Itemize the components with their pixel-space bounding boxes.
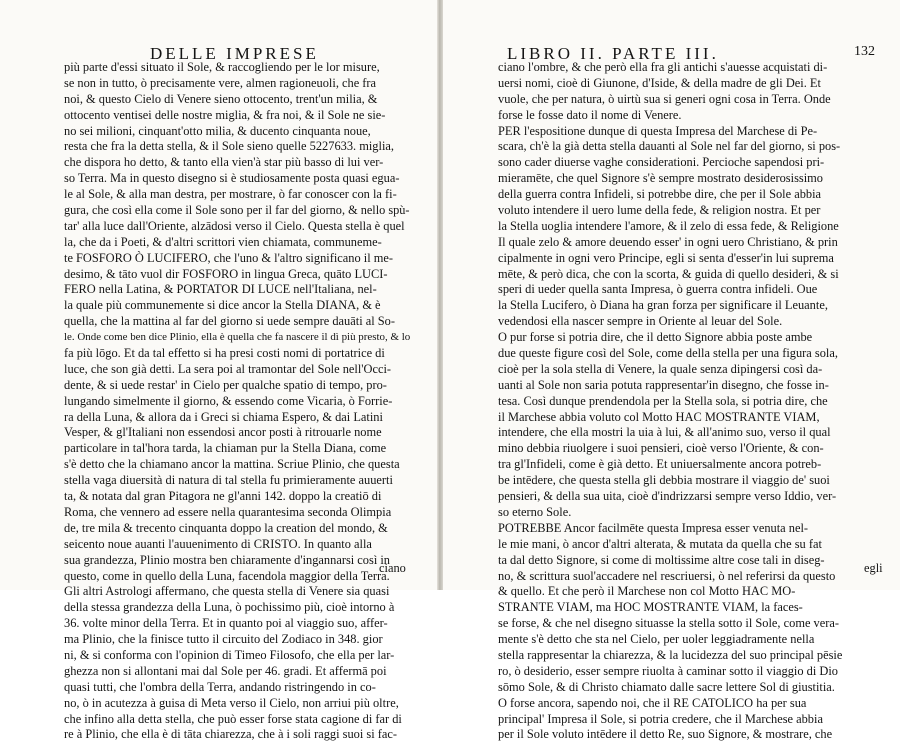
text-line: quella, che la mattina al far del giorno si uede sempre dauāti al So- [64,314,395,329]
text-line: luce, che son già detti. La sera poi al tramontar del Sole nell'Occi- [64,361,392,376]
text-line: sua grandezza, Plinio mostra ben chiaramente d'ingannarsi così in [64,552,391,567]
text-line: no, & scrittura suol'accadere nel rescriuersi, ò nel referirsi da questo [498,568,836,583]
text-line: che infino alla detta stella, che può esser forse stata cagione di far di [64,711,402,726]
text-line: ghezza non si allontani mai dal Sole per 46. gradi. Et affermā poi [64,663,387,678]
text-line: che dispora ho detto, & tanto ella vien'à star più basso di lui ver- [64,155,384,170]
text-line: principal' Impresa il Sole, si potria credere, che il Marchese abbia [498,711,823,726]
text-line: so Terra. Ma in questo disegno si è studiosamente posta quasi egua- [64,171,400,186]
text-line: la Stella uoglia intendere l'amore, & il zelo di essa fede, & Religione [498,218,839,233]
text-line: tar' alla luce dall'Oriente, alzādosi verso il Cielo. Questa stella è quel [64,218,405,233]
text-line: so eterno Sole. [498,504,572,519]
text-line: tesa. Così dunque prendendola per la Stella sola, si potria dire, che [498,393,828,408]
text-line: no, ò in acutezza à guisa di Meta verso il Cielo, non arriui più oltre, [64,695,399,710]
text-line: ta, & notata dal gran Pitagora ne gl'anni 142. doppo la creatiō di [64,489,382,504]
text-line: se forse, & che nel disegno situasse la stella sotto il Sole, come vera- [498,616,839,631]
text-line: uersi nomi, cioè di Giunone, d'Iside, & della madre de gli Dei. Et [498,75,821,90]
text-line: de, tre mila & trecento cinquanta doppo la creation del mondo, & [64,520,388,535]
text-line: pensieri, & della sua uita, cioè d'indrizzarsi sempre verso Iddio, ver- [498,489,837,504]
text-line: gura, che così ella come il Sole sono per il far del giorno, & nello spù- [64,203,410,218]
text-line: mente s'è detto che sta nel Cielo, per uoler leggiadramente nella [498,632,815,647]
text-line: vedendosi ella nascer sempre in Oriente al leuar del Sole. [498,314,783,329]
text-line: sono cader diuerse vaghe considerationi. Percioche sapendosi pri- [498,155,825,170]
text-line: FERO nella Latina, & PORTATOR DI LUCE nell'Italiana, nel- [64,282,377,297]
left-page [0,0,438,742]
text-line: stella vaga diuersità di natura di tal stella fu primieramente auuerti [64,473,393,488]
text-line: questo, come in quello della Luna, facendola maggior della Terra. [64,568,390,583]
text-line: & quello. Et che però il Marchese non col Motto HAC MO- [498,584,796,599]
text-line: re à Plinio, che ella è di tāta chiarezza, che à i soli raggi suoi si fac- [64,727,398,742]
text-line: due queste figure così del Sole, come della stella per una figura sola, [498,346,838,361]
text-line: per il Sole voluto intēdere il detto Re, suo Signore, & mostrare, che [498,727,833,742]
text-line: lungando simelmente il giorno, & essendo come Vicaria, ò Forrie- [64,393,393,408]
text-line: fa più lōgo. Et da tal effetto si ha presi costi nomi di portatrice di [64,346,385,361]
text-line: particolare in tal'hora tarda, la chiaman pur la Stella Diana, come [64,441,387,456]
text-line: tra gl'Infideli, come è già detto. Et uniuersalmente ancora potreb- [498,457,822,472]
text-line: PER l'espositione dunque di questa Impresa del Marchese di Pe- [498,123,818,138]
text-line: cioè per la sola stella di Venere, la quale senza dipingersi così da- [498,361,823,376]
text-line: mieramēte, che quel Signore s'è sempre mostrato desiderosissimo [498,171,823,186]
text-line: ottocento ventisei delle nostre miglia, & fra noi, & il Sole ne sie- [64,107,386,122]
text-line: seicento noue auanti l'auuenimento di CRISTO. In quanto alla [64,536,372,551]
text-line: ra della Luna, & allora da i Greci si chiama Espero, & dai Latini [64,409,383,424]
text-line: noi, & questo Cielo di Venere sieno ottocento, trent'un milia, & [64,91,378,106]
text-line: le mie mani, ò ancor d'altri alterata, & mutata da quella che su fat [498,536,822,551]
text-line: resta che fra la detta stella, & il Sole sieno quelle 5227633. miglia, [64,139,394,154]
text-line: O forse ancora, sapendo noi, che il RE CATOLICO ha per sua [498,695,807,710]
text-line: cipalmente in ogni vero Principe, egli si senta d'esser'in lui suprema [498,250,834,265]
left-body-text [64,60,410,743]
text-line: ni, & si conforma con l'opinion di Timeo Filosofo, che ella per lar- [64,647,395,662]
text-line: voluto intendere il uero lume della fede, & religion nostra. Et per [498,203,821,218]
text-line: ma Plinio, che la finisce tutto il circuito del Zodiaco in 348. gior [64,632,383,647]
text-line: stella rappresentar la chiarezza, & la lucidezza del suo principal pēsie [498,647,843,662]
catchword-right: egli [864,561,883,575]
text-line: la Stella Lucifero, ò Diana ha gran forza per significare il Leuante, [498,298,828,313]
text-line: mēte, & però dica, che con la scorta, & guida di quello desideri, & si [498,266,839,281]
text-line: Gli altri Astrologi affermano, che questa stella di Venere sia quasi [64,584,390,599]
text-line: Roma, che vennero ad essere nella quarantesima seconda Olimpia [64,504,392,519]
text-line: sōmo Sole, & di Christo chiamato dalle sacre lettere Sol di giustitia. [498,679,835,694]
running-header-left: DELLE IMPRESE [150,44,319,63]
text-line: STRANTE VIAM, ma HOC MOSTRANTE VIAM, la faces- [498,600,803,615]
text-line: ciano l'ombre, & che però ella fra gli antichi s'auesse acquistati di- [498,60,828,74]
text-line: mino debbia riuolgere i suoi pensieri, cioè verso l'Oriente, & con- [498,441,824,456]
running-header-right: LIBRO II. PARTE III. [507,44,719,63]
text-line: speri di ueder quella santa Impresa, ò guerra contra infideli. Oue [498,282,818,297]
right-body-text [498,60,880,743]
text-line: Il quale zelo & amore deuendo esser' in ogni uero Christiano, & prin [498,234,838,249]
text-line: no sei milioni, cinquant'otto milia, & ducento cinquanta noue, [64,123,371,138]
text-line: ta dal detto Signore, si come di moltissime altre cose tali in diseg- [498,552,825,567]
text-line: quasi tutti, che l'ombra della Terra, andando ristringendo in co- [64,679,376,694]
text-line: be intēdere, che questa stella gli debbia mostrare il viaggio de' suoi [498,473,830,488]
text-line: intendere, che ella mostri la uia à lui, & all'animo suo, verso il qual [498,425,831,440]
text-line: POTREBBE Ancor facilmēte questa Impresa esser venuta nel- [498,520,809,535]
text-line: te FOSFORO Ò LUCIFERO, che l'uno & l'altro significano il me- [64,250,394,265]
catchword-left: ciano [379,561,406,575]
text-line: vuole, che per natura, ò uirtù sua si generi ogni cosa in Terra. Onde [498,91,831,106]
text-line: più parte d'essi situato il Sole, & raccogliendo per le lor misure, [64,60,380,74]
text-line: s'è detto che la chiamano ancor la mattina. Scriue Plinio, che questa [64,457,400,472]
text-line: forse le fosse dato il nome di Venere. [498,107,682,122]
text-line: le al Sole, & alla man destra, per mostrare, ò far conoscer con la fi- [64,187,397,202]
right-page [440,0,900,742]
page-number: 132 [854,44,875,59]
text-line: della guerra contra Infideli, si potrebbe dire, che per il Sole abbia [498,187,822,202]
text-line: la, che da i Poeti, & d'altri scrittori vien chiamata, communeme- [64,234,382,249]
text-line: la quale più communemente si dice ancor la Stella DIANA, & è [64,298,381,313]
text-line: O pur forse si potria dire, che il detto Signore abbia poste ambe [498,330,813,345]
text-line: uanti al Sole non saria potuta rappresentar'in disegno, che fosse in- [498,377,829,392]
text-line: se non in tutto, ò precisamente vere, almen ragioneuoli, che fra [64,75,377,90]
text-line: Vesper, & gl'Italiani non essendosi ancor posti à ritrouarle nome [64,425,382,440]
text-line: il Marchese abbia voluto col Motto HAC MOSTRANTE VIAM, [498,409,820,424]
text-line: ro, ò desiderio, esser sempre riuolta à caminar sotto il viaggio di Dio [498,663,838,678]
text-line: della stessa grandezza della Luna, ò pochissimo più, cioè intorno à [64,600,395,615]
text-line: scara, ch'è la già detta stella dauanti al Sole nel far del giorno, si pos- [498,139,841,154]
text-line: dente, & si uede restar' in Cielo per qualche spatio di tempo, pro- [64,377,387,392]
text-line: 36. volte minor della Terra. Et in quanto poi al viaggio suo, affer- [64,616,388,631]
text-line: le. Onde come ben dice Plinio, ella è quella che fa nascere il dì più presto, & lo [64,331,411,344]
text-line: desimo, & tāto vuol dir FOSFORO in lingua Greca, quāto LUCI- [64,266,388,281]
